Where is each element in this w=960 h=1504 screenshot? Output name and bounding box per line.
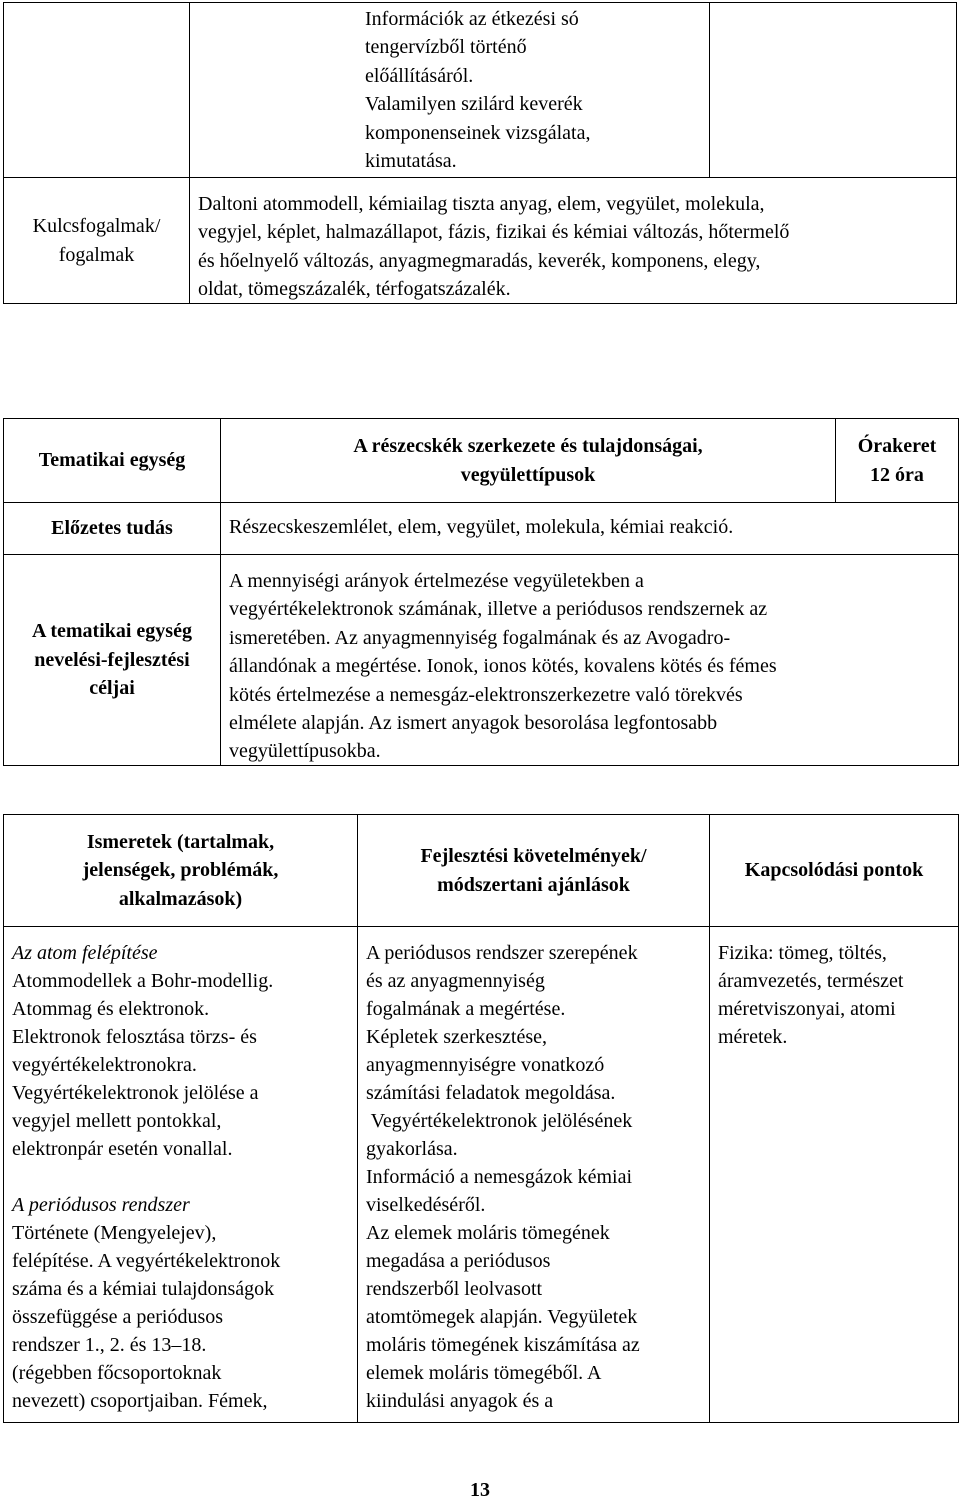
section-line: Atommag és elektronok. bbox=[12, 998, 210, 1020]
section-line: nevezett) csoportjaiban. Fémek, bbox=[12, 1390, 268, 1412]
col3-line: méretek. bbox=[718, 1026, 788, 1048]
top-left-empty-cell bbox=[3, 2, 190, 178]
col2-body-cell bbox=[357, 926, 710, 1423]
col3-line: áramvezetés, természet bbox=[718, 970, 904, 992]
col3-header: Kapcsolódási pontok bbox=[744, 859, 924, 882]
section-line: Elektronok felosztása törzs- és bbox=[12, 1026, 257, 1048]
key-concepts-label: Kulcsfogalmak/ fogalmak bbox=[32, 215, 161, 266]
col2-line: kiindulási anyagok és a bbox=[366, 1390, 554, 1412]
goals-line: A mennyiségi arányok értelmezése vegyületekben a bbox=[229, 570, 644, 592]
key-concepts-text bbox=[198, 190, 789, 304]
key-concepts-line: és hőelnyelő változás, anyagmegmaradás, keverék, komponens, elegy, bbox=[198, 249, 761, 272]
col2-line: anyagmennyiségre vonatkozó bbox=[366, 1054, 605, 1076]
unit-label: Tematikai egység bbox=[38, 449, 186, 472]
col2-line: megadása a periódusos bbox=[366, 1250, 551, 1272]
col1-body bbox=[12, 939, 280, 1415]
col2-line: Információ a nemesgázok kémiai bbox=[366, 1166, 632, 1188]
info-line: Valamilyen szilárd keverék bbox=[365, 93, 583, 116]
col2-line: viselkedéséről. bbox=[366, 1194, 486, 1216]
key-concepts-label-cell bbox=[3, 177, 190, 304]
section-line: vegyjel mellett pontokkal, bbox=[12, 1110, 222, 1132]
info-cell bbox=[189, 2, 710, 178]
goals-line: vegyértékelektronok számának, illetve a periódusos rendszernek az bbox=[229, 598, 768, 621]
section-line: Története (Mengyelejev), bbox=[12, 1222, 217, 1244]
info-line: kimutatása. bbox=[365, 150, 457, 173]
col2-line: atomtömegek alapján. Vegyületek bbox=[366, 1306, 638, 1328]
prior-label-cell bbox=[3, 502, 221, 555]
col2-line: Vegyértékelektronok jelölésének bbox=[366, 1110, 633, 1132]
goals-line: vegyülettípusokba. bbox=[229, 740, 381, 763]
section-title: Az atom felépítése bbox=[12, 942, 158, 964]
section-line: felépítése. A vegyértékelektronok bbox=[12, 1250, 281, 1272]
section-line: rendszer 1., 2. és 13–18. bbox=[12, 1334, 207, 1356]
unit-title: A részecskék szerkezete és tulajdonságai, vegyülettípusok bbox=[353, 435, 703, 486]
key-concepts-line: vegyjel, képlet, halmazállapot, fázis, fizikai és kémiai változás, hőtermelő bbox=[198, 221, 790, 244]
col2-header: Fejlesztési követelmények/ módszertani ajánlások bbox=[420, 845, 647, 896]
goals-text-cell bbox=[220, 554, 959, 766]
info-line: tengervízből történő bbox=[365, 36, 527, 59]
key-concepts-line: Daltoni atommodell, kémiailag tiszta anyag, elem, vegyület, molekula, bbox=[198, 193, 765, 215]
section-title: A periódusos rendszer bbox=[12, 1194, 190, 1216]
col3-body bbox=[718, 939, 903, 1051]
page-number: 13 bbox=[470, 1479, 490, 1501]
col1-body-cell bbox=[3, 926, 358, 1423]
key-concepts-line: oldat, tömegszázalék, térfogatszázalék. bbox=[198, 278, 511, 301]
section-line: összefüggése a periódusos bbox=[12, 1306, 224, 1328]
hours-label: Órakeret bbox=[857, 435, 937, 458]
col2-header-cell bbox=[357, 814, 710, 927]
info-line: előállításáról. bbox=[365, 64, 474, 87]
section-line: száma és a kémiai tulajdonságok bbox=[12, 1278, 275, 1300]
goals-line: elmélete alapján. Az ismert anyagok besorolása legfontosabb bbox=[229, 712, 718, 735]
col2-line: A periódusos rendszer szerepének bbox=[366, 942, 638, 964]
col2-line: elemek moláris tömegéből. A bbox=[366, 1362, 602, 1384]
info-line: komponenseinek vizsgálata, bbox=[365, 121, 591, 144]
goals-line: kötés értelmezése a nemesgáz-elektronszerkezetre való törekvés bbox=[229, 683, 743, 706]
goals-line: állandónak a megértése. Ionok, ionos kötés, kovalens kötés és fémes bbox=[229, 655, 777, 678]
unit-title-cell bbox=[220, 418, 836, 503]
hours-value: 12 óra bbox=[870, 463, 924, 486]
col1-header: Ismeretek (tartalmak, jelenségek, problémák, alkalmazások) bbox=[82, 830, 279, 910]
section-line: (régebben főcsoportoknak bbox=[12, 1362, 222, 1384]
info-line: Információk az étkezési só bbox=[365, 8, 579, 30]
section-line: Vegyértékelektronok jelölése a bbox=[12, 1082, 259, 1104]
col1-header-cell bbox=[3, 814, 358, 927]
unit-label-cell bbox=[3, 418, 221, 503]
col3-body-cell bbox=[709, 926, 959, 1423]
col3-header-cell bbox=[709, 814, 959, 927]
top-right-empty-cell bbox=[709, 2, 957, 178]
prior-label: Előzetes tudás bbox=[51, 517, 173, 540]
col3-line: Fizika: tömeg, töltés, bbox=[718, 942, 887, 964]
goals-text bbox=[229, 567, 777, 766]
col2-line: moláris tömegének kiszámítása az bbox=[366, 1334, 640, 1356]
goals-line: ismeretében. Az anyagmennyiség fogalmának és az Avogadro- bbox=[229, 626, 731, 649]
prior-text-cell bbox=[220, 502, 959, 555]
info-text bbox=[365, 5, 591, 175]
section-line: vegyértékelektronokra. bbox=[12, 1054, 197, 1076]
col2-line: Képletek szerkesztése, bbox=[366, 1026, 548, 1048]
section-line: elektronpár esetén vonallal. bbox=[12, 1138, 233, 1160]
col2-line: gyakorlása. bbox=[366, 1138, 458, 1160]
col2-body bbox=[366, 939, 640, 1415]
col2-line: rendszerből leolvasott bbox=[366, 1278, 543, 1300]
goals-label-cell bbox=[3, 554, 221, 766]
col2-line: és az anyagmennyiség bbox=[366, 970, 545, 992]
prior-text: Részecskeszemlélet, elem, vegyület, molekula, kémiai reakció. bbox=[229, 516, 734, 538]
hours bbox=[858, 432, 937, 489]
key-concepts-cell bbox=[189, 177, 957, 304]
col2-line: fogalmának a megértése. bbox=[366, 998, 566, 1020]
col2-line: Az elemek moláris tömegének bbox=[366, 1222, 610, 1244]
col3-line: méretviszonyai, atomi bbox=[718, 998, 896, 1020]
goals-label: A tematikai egység nevelési-fejlesztési céljai bbox=[32, 620, 192, 700]
section-line: Atommodellek a Bohr-modellig. bbox=[12, 970, 274, 992]
hours-cell bbox=[835, 418, 959, 503]
col2-line: számítási feladatok megoldása. bbox=[366, 1082, 616, 1104]
